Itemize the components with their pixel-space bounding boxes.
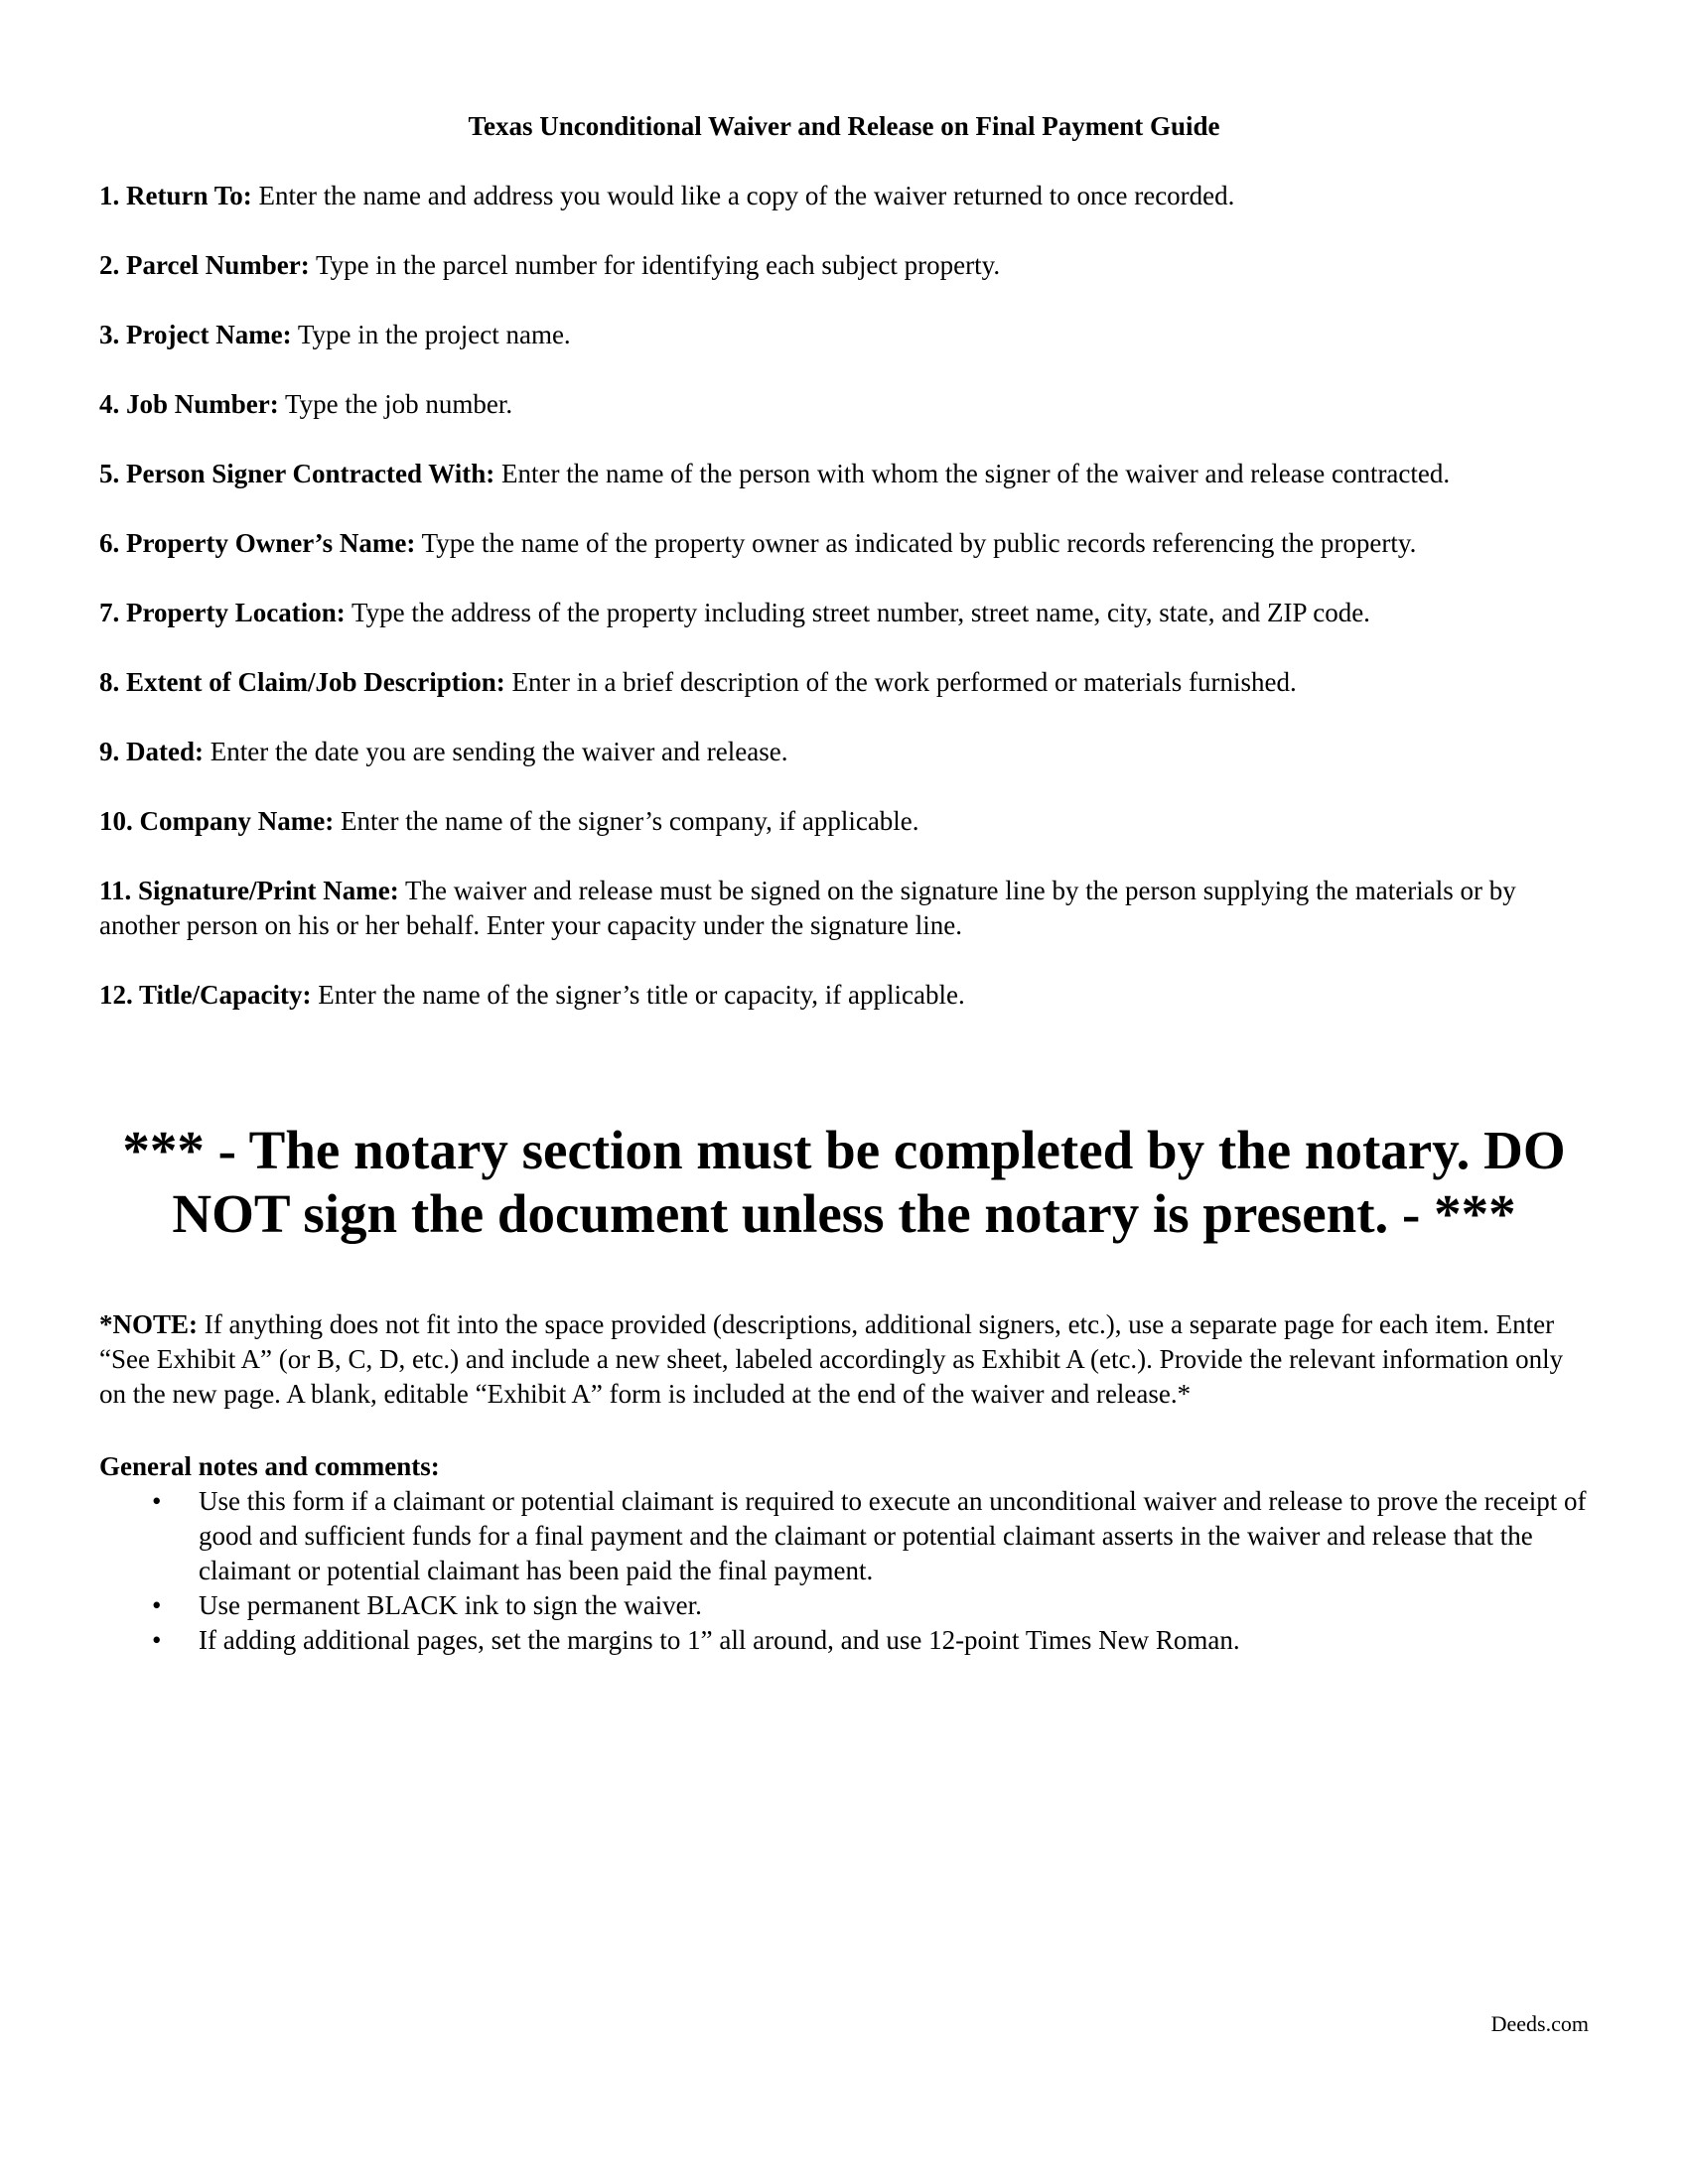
- instruction-item: [99, 179, 1589, 213]
- instruction-text: Type the job number.: [278, 389, 513, 419]
- instruction-text: Enter the name of the person with whom the signer of the waiver and release contracted.: [494, 459, 1451, 488]
- instruction-label: 12. Title/Capacity:: [99, 980, 312, 1010]
- instruction-text: Type in the parcel number for identifying each subject property.: [309, 250, 1001, 280]
- instruction-label: 4. Job Number:: [99, 389, 279, 419]
- instruction-text: Type the name of the property owner as indicated by public records referencing the property.: [415, 528, 1417, 558]
- instruction-item: [99, 874, 1589, 943]
- instruction-text: Enter the name of the signer’s company, if applicable.: [334, 806, 919, 836]
- instruction-text: Enter in a brief description of the work performed or materials furnished.: [504, 667, 1297, 697]
- general-notes-list: [99, 1484, 1589, 1658]
- instruction-label: 9. Dated:: [99, 737, 204, 766]
- notary-warning: *** - The notary section must be completed by the notary. DO NOT sign the document unless the notary is present. - ***: [122, 1120, 1566, 1244]
- bullet-icon: •: [152, 1590, 162, 1620]
- instruction-label: 3. Project Name:: [99, 320, 292, 349]
- list-item-text: If adding additional pages, set the margins to 1” all around, and use 12-point Times New Roman.: [199, 1625, 1240, 1655]
- general-notes-heading: General notes and comments:: [99, 1451, 440, 1481]
- general-notes: [99, 1449, 1589, 1658]
- instruction-label: 5. Person Signer Contracted With:: [99, 459, 495, 488]
- note-label: *NOTE:: [99, 1309, 199, 1339]
- footer-brand: Deeds.com: [1490, 2011, 1589, 2036]
- instruction-label: 8. Extent of Claim/Job Description:: [99, 667, 505, 697]
- bullet-icon: •: [152, 1486, 162, 1516]
- instruction-label: 2. Parcel Number:: [99, 250, 310, 280]
- exhibit-note: [99, 1307, 1589, 1412]
- list-item-text: Use permanent BLACK ink to sign the waiver.: [199, 1590, 702, 1620]
- instruction-text: Type in the project name.: [291, 320, 571, 349]
- instruction-text: Enter the name of the signer’s title or capacity, if applicable.: [311, 980, 965, 1010]
- instruction-item: [99, 248, 1589, 283]
- instruction-text: Enter the name and address you would like a copy of the waiver returned to once recorded.: [251, 181, 1235, 210]
- list-item: [99, 1623, 1589, 1658]
- instruction-item: [99, 978, 1589, 1013]
- list-item-text: Use this form if a claimant or potential claimant is required to execute an unconditional waiver and release to prove the receipt of good and sufficient funds for a final payment and the claimant or potential claimant asserts in the waiver and release that the claimant or potential claimant has been paid the final payment.: [199, 1486, 1587, 1585]
- instruction-item: [99, 457, 1589, 491]
- instruction-label: 10. Company Name:: [99, 806, 335, 836]
- instruction-label: 7. Property Location:: [99, 598, 346, 627]
- list-item: [99, 1484, 1589, 1588]
- instruction-label: 6. Property Owner’s Name:: [99, 528, 416, 558]
- instruction-item: [99, 665, 1589, 700]
- instruction-text: Enter the date you are sending the waiver and release.: [203, 737, 788, 766]
- instruction-label: 1. Return To:: [99, 181, 252, 210]
- bullet-icon: •: [152, 1625, 162, 1655]
- instruction-list: [99, 179, 1589, 1047]
- instruction-item: [99, 526, 1589, 561]
- list-item: [99, 1588, 1589, 1623]
- instruction-text: Type the address of the property including street number, street name, city, state, and ZIP code.: [345, 598, 1370, 627]
- instruction-item: [99, 735, 1589, 769]
- document-title: Texas Unconditional Waiver and Release on Final Payment Guide: [468, 111, 1220, 141]
- instruction-label: 11. Signature/Print Name:: [99, 876, 399, 905]
- instruction-item: [99, 596, 1589, 630]
- instruction-item: [99, 318, 1589, 352]
- instruction-item: [99, 387, 1589, 422]
- note-text: If anything does not fit into the space provided (descriptions, additional signers, etc.), use a separate page for each item. Enter “See Exhibit A” (or B, C, D, etc.) and include a new sheet, labeled accordingly as Exhibit A (etc.). Provide the relevant information only on the new page. A blank, editable “Exhibit A” form is included at the end of the waiver and release.*: [99, 1309, 1564, 1409]
- instruction-item: [99, 804, 1589, 839]
- instruction-text: The waiver and release must be signed on the signature line by the person supplying the materials or by another person on his or her behalf. Enter your capacity under the signature line.: [99, 876, 1516, 940]
